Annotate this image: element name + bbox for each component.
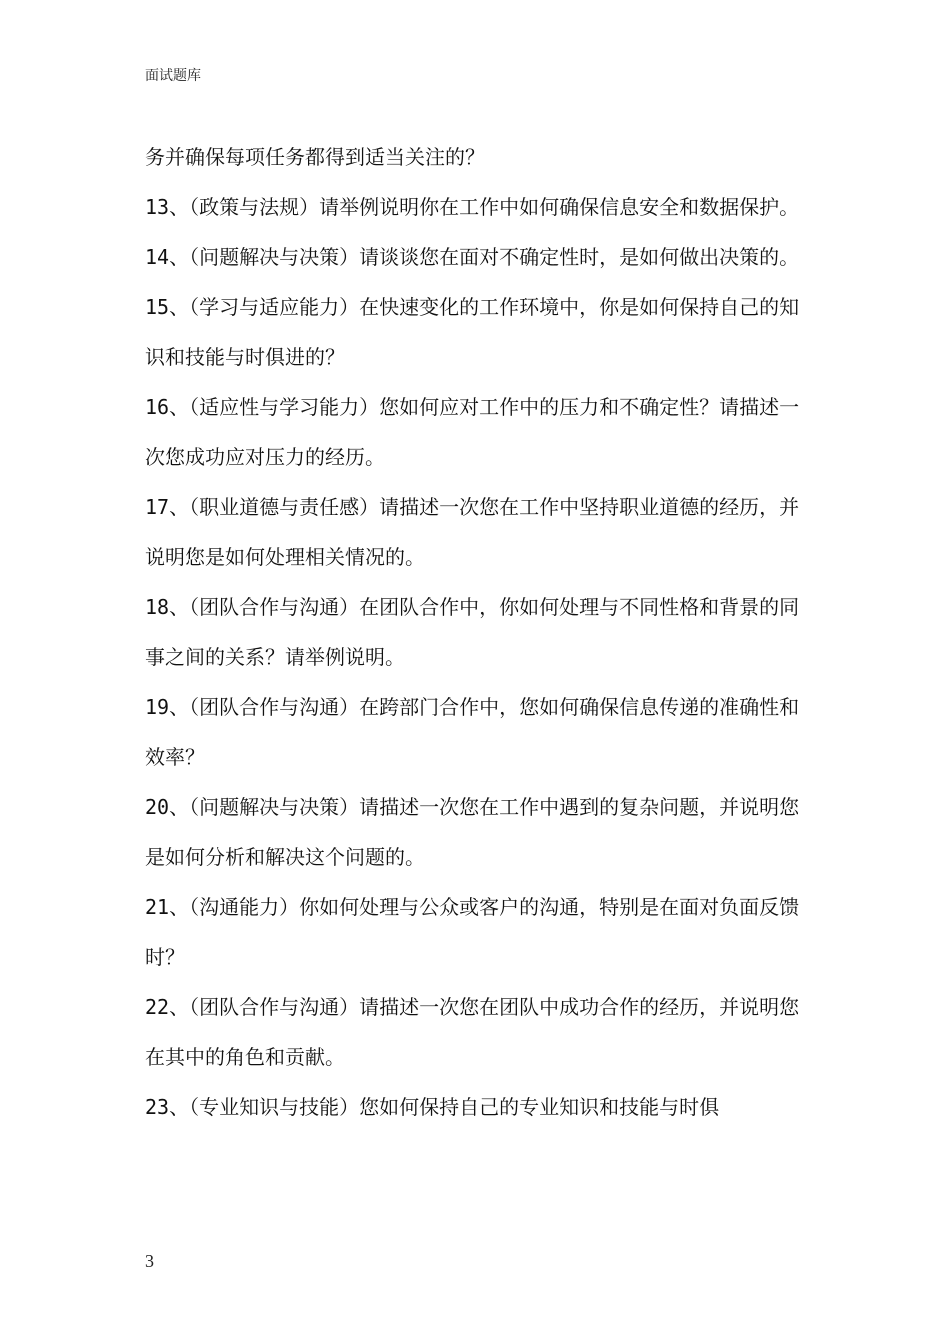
question-18: 18、（团队合作与沟通）在团队合作中，你如何处理与不同性格和背景的同事之间的关系？请举例说明。 bbox=[145, 595, 800, 669]
paragraph-continuation: 务并确保每项任务都得到适当关注的？ bbox=[145, 145, 485, 169]
question-21: 21、（沟通能力）你如何处理与公众或客户的沟通，特别是在面对负面反馈时？ bbox=[145, 895, 800, 969]
question-23: 23、（专业知识与技能）您如何保持自己的专业知识和技能与时俱 bbox=[145, 1095, 720, 1119]
question-13: 13、（政策与法规）请举例说明你在工作中如何确保信息安全和数据保护。 bbox=[145, 195, 800, 219]
question-20: 20、（问题解决与决策）请描述一次您在工作中遇到的复杂问题，并说明您是如何分析和解决这个问题的。 bbox=[145, 795, 800, 869]
question-19: 19、（团队合作与沟通）在跨部门合作中，您如何确保信息传递的准确性和效率？ bbox=[145, 695, 800, 769]
page-header: 面试题库 bbox=[145, 68, 201, 84]
document-body bbox=[145, 132, 813, 1132]
question-14: 14、（问题解决与决策）请谈谈您在面对不确定性时，是如何做出决策的。 bbox=[145, 245, 800, 269]
question-22: 22、（团队合作与沟通）请描述一次您在团队中成功合作的经历，并说明您在其中的角色和贡献。 bbox=[145, 995, 800, 1069]
question-15: 15、（学习与适应能力）在快速变化的工作环境中，你是如何保持自己的知识和技能与时俱进的？ bbox=[145, 295, 800, 369]
question-16: 16、（适应性与学习能力）您如何应对工作中的压力和不确定性？请描述一次您成功应对压力的经历。 bbox=[145, 395, 800, 469]
page-number: 3 bbox=[145, 1251, 154, 1271]
question-17: 17、（职业道德与责任感）请描述一次您在工作中坚持职业道德的经历，并说明您是如何处理相关情况的。 bbox=[145, 495, 800, 569]
